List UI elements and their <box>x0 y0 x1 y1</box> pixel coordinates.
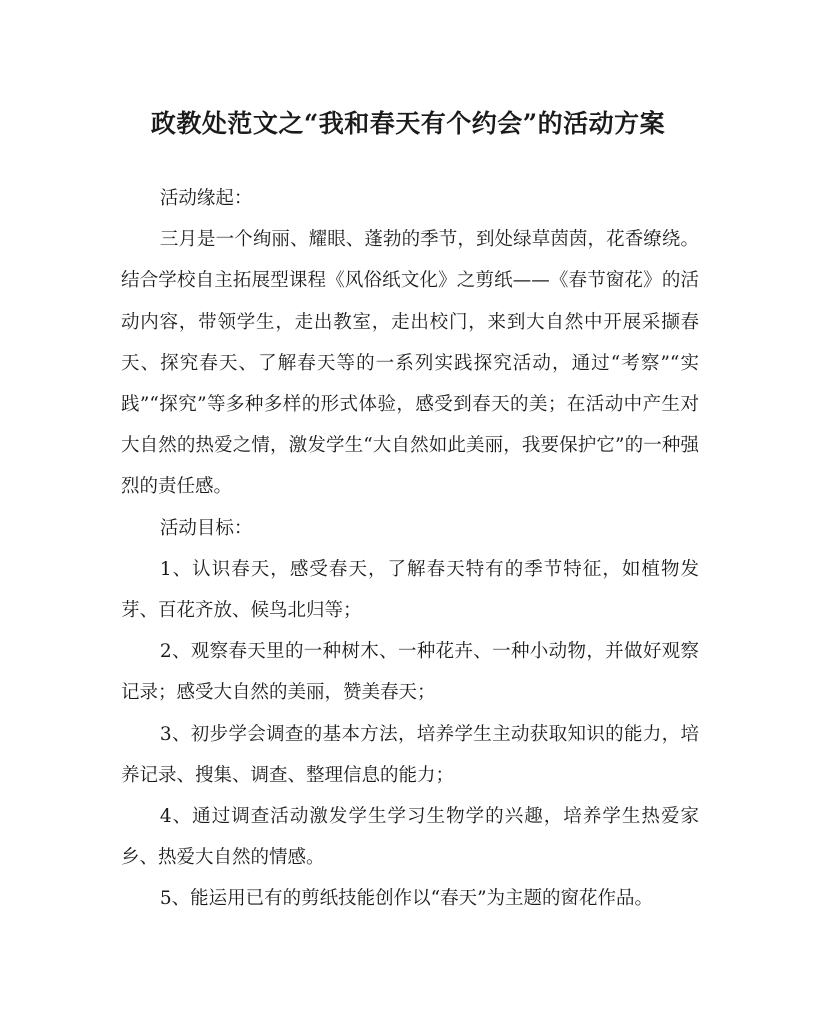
goal-item-5: 5、能运用已有的剪纸技能创作以“春天”为主题的窗花作品。 <box>159 888 654 910</box>
section-heading-goals: 活动目标： <box>159 517 253 539</box>
goal-item-2: 2、观察春天里的一种树木、一种花卉、一种小动物，并做好观察记录；感受大自然的美丽，赞美春天； <box>121 641 699 704</box>
document-title: 政教处范文之“我和春天有个约会”的活动方案 <box>150 109 666 138</box>
goal-item-3: 3、初步学会调查的基本方法，培养学生主动获取知识的能力，培养记录、搜集、调查、整理信息的能力； <box>121 723 699 786</box>
goal-item-1: 1、认识春天，感受春天，了解春天特有的季节特征，如植物发芽、百花齐放、候鸟北归等； <box>121 558 699 622</box>
document-body <box>121 178 699 920</box>
paragraph-origin: 三月是一个绚丽、耀眼、蓬勃的季节，到处绿草茵茵，花香缭绕。结合学校自主拓展型课程《风俗纸文化》之剪纸——《春节窗花》的活动内容，带领学生，走出教室，走出校门，来到大自然中开展采撷春天、探究春天、了解春天等的一系列实践探究活动，通过“考察”“实践”“探究”等多种多样的形式体验，感受到春天的美；在活动中产生对大自然的热爱之情，激发学生“大自然如此美丽，我要保护它”的一种强烈的责任感。 <box>121 229 699 498</box>
goal-item-4: 4、通过调查活动激发学生学习生物学的兴趣，培养学生热爱家乡、热爱大自然的情感。 <box>121 806 699 869</box>
section-heading-origin: 活动缘起： <box>159 188 253 209</box>
